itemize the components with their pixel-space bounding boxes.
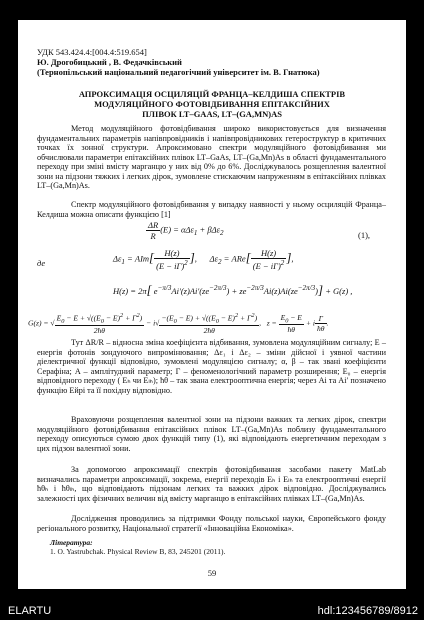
page-number: 59 (207, 568, 217, 578)
notation-paragraph: Тут ΔR/R – відносна зміна коефіцієнта відбивання, зумовлена модуляційним сигналу; E – енергія фотонів зондуючого випромінювання; Δε₁ і Δε₂ – зміни дійсної і уявної частини діелектричної функції відповідно, зумовлені модуляцією сигналу; α, β – так звані коефіцієнти Серафіна; A – амплітудний параметр; Γ – феноменологічний параметр розширення; E₀ – енергія відповідного переходу ( Eₕ чи Eₗₕ); ħθ – так звана електрооптична енергія; через Ai та Ai′ позначено функцію Ейрі та її похідну відповідно. (37, 338, 386, 395)
equation-H: H(z) = 2π[ $e^{-\pi/3}Ai'(z)Ai'(ze^{-2\pi/3}) + ze^{-2\pi/3}Ai(z)Ai(ze^{-2\pi/3})] + G(z)$ , (113, 282, 353, 297)
repository-name: ELARTU (8, 605, 52, 617)
equation-1: $\frac{\Delta R}{R}$ (E) = αΔε$_1$ + βΔε$_2$ (148, 220, 224, 241)
affiliation: (Тернопільський національний педагогічний університет ім. В. Гнатюка) (37, 67, 320, 77)
equation-delta-eps: $\Delta\varepsilon_1 = AIm$[ $\frac{H(z)}{(E - i\Gamma)^2}$ ], $\Delta\varepsilon_2 = ARe$[ $\frac{H(z)}{(E - i\Gamma)^2}$ ], (113, 248, 294, 271)
matlab-paragraph: За допомогою апроксимації спектрів фотовідбивання засобами пакету MatLab визначались параметри апроксимації, зокрема, енергії переходів Eₕ і Eₗₕ та електрооптичні енергії ħθₕ і ħθₗₕ, що відповідають підзонам легких та важких дірок відповідно. Досліджувались залежності цих фізичних величин від вмісту марганцю в епітаксійних плівках LT–(Ga,Mn)As. (37, 465, 386, 503)
handle-identifier: hdl:123456789/8912 (317, 605, 418, 617)
udc-code: УДК 543.424.4:[004.4:519.654] (37, 47, 147, 57)
document-page (18, 20, 406, 589)
authors: Ю. Дрогобицький , В. Федачківський (37, 57, 182, 67)
title-line-1: АПРОКСИМАЦІЯ ОСЦИЛЯЦІЙ ФРАНЦА–КЕЛДИША СПЕКТРІВ (78, 89, 346, 99)
where-label: де (37, 258, 46, 268)
splitting-paragraph: Враховуючи розщеплення валентної зони на підзони важких та легких дірок, спектри модуляційного фотовідбивання епітаксійних плівок LT–(Ga,Mn)As поблизу фундаментального переходу описуються сумою двох функцій типу (1), які відповідають енергетичним переходам з цих підзон валентної зони. (37, 415, 386, 453)
title-line-3: ПЛІВОК LT–GAAS, LT–(GA,MN)AS (142, 109, 282, 119)
abstract-paragraph: Метод модуляційного фотовідбивання широко використовується для визначення фундаментальних параметрів напівпровідників і напівпровідникових гетероструктур в критичних точках їх зонної структури. Апроксимовано спектри модуляційного фотовідбивання ми обчислювали параметри епітаксійних плівок LT–GaAs, LT–(Ga,Mn)As в області фундаментального переходу при зміні вмісту марганцю у них від 0% до 6%. Досліджувалось розщеплення валентної зони на підзони тяжких і легких дірок, зумовлене стискаючим напруженням в епітаксійних плівках LT–(Ga,Mn)As. (37, 124, 386, 190)
intro-paragraph: Спектр модуляційного фотовідбивання у випадку наявності у ньому осциляцій Франца–Келдиша можна описати функцією [1] (37, 200, 386, 219)
equation-1-label: (1), (358, 230, 371, 240)
references-heading: Література: (50, 538, 93, 547)
acknowledgement-paragraph: Дослідження проводились за підтримки Фонду польської науки, Європейського фонду регіонального розвитку, Національної стратегії «Інноваційна Економіка». (37, 514, 386, 533)
equation-G: G(z) = √ $\frac{E_0 - E + √((E_0 - E)^2 + \Gamma^2)}{2ħ\theta}$ − i√ $\frac{-(E_0 - E) + √((E_0 - E)^2 + \Gamma^2)}{2ħ\theta}$ , z = $\frac{E_0 - E}{ħ\theta}$ + i $\frac{\Gamma}{ħ\theta}$ . (28, 312, 329, 336)
title-line-2: МОДУЛЯЦІЙНОГО ФОТОВІДБИВАННЯ ЕПІТАКСІЙНИХ (94, 99, 330, 109)
reference-1: 1. O. Yastrubchak. Physical Review B, 83, 245201 (2011). (50, 547, 226, 556)
